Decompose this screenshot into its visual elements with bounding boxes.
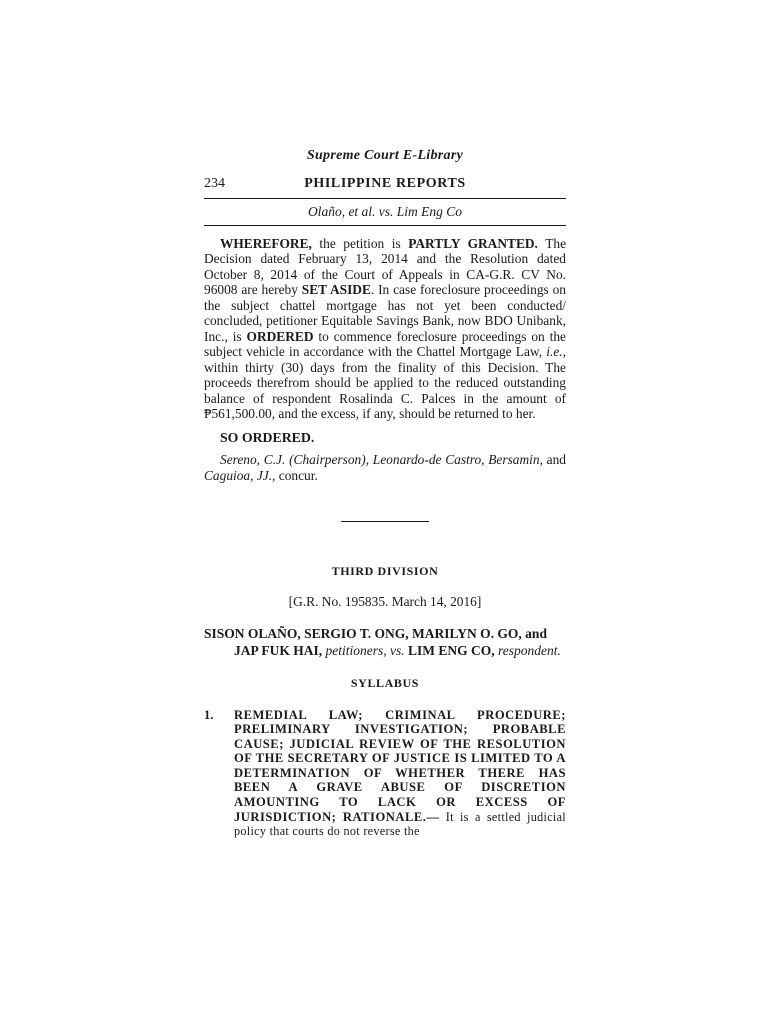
- header-rule: [204, 198, 566, 199]
- syllabus-item: [204, 708, 566, 839]
- page-header: [204, 176, 566, 192]
- case-head: Olaño, et al. vs. Lim Eng Co: [307, 204, 463, 219]
- document-page: [204, 148, 566, 839]
- syllabus-item-text: It is a settled judicial policy that courts do not reverse the: [234, 809, 566, 839]
- case-head-rule: [204, 225, 566, 226]
- division-heading: THIRD DIVISION: [331, 564, 439, 578]
- ordered-text: ORDERED: [246, 328, 314, 344]
- concurrence: Sereno, C.J. (Chairperson), Leonardo-de Castro, Bersamin, and Caguioa, JJ., concur.: [204, 452, 566, 483]
- syllabus-item-number: 1.: [204, 707, 214, 722]
- running-head: PHILIPPINE REPORTS: [304, 175, 466, 191]
- wherefore-text: WHEREFORE,: [220, 235, 312, 251]
- dispositive-paragraph: WHEREFORE, the petition is PARTLY GRANTED. The Decision dated February 13, 2014 and the Resolution dated October 8, 2014 of the Court of Appeals in CA-G.R. CV No. 96008 are hereby SET ASIDE. In case foreclosure proceedings on the subject chattel mortgage has not yet been conducted/ concluded, petitioner Equitable Savings Bank, now BDO Unibank, Inc., is ORDERED to commence foreclosure proceedings on the subject vehicle in accordance with the Chattel Mortgage Law, i.e., within thirty (30) days from the finality of this Decision. The proceeds therefrom should be applied to the reduced outstanding balance of respondent Rosalinda C. Palces in the amount of ₱561,500.00, and the excess, if any, should be returned to her.: [204, 235, 567, 421]
- so-ordered: SO ORDERED.: [220, 429, 315, 445]
- library-title: Supreme Court E-Library: [306, 148, 464, 163]
- set-aside-text: SET ASIDE: [301, 282, 371, 297]
- page-number: 234: [204, 175, 225, 191]
- case-parties: SISON OLAÑO, SERGIO T. ONG, MARILYN O. GO, and JAP FUK HAI, petitioners, vs. LIM ENG CO, respondent.: [204, 626, 561, 658]
- gr-number: [G.R. No. 195835. March 14, 2016]: [288, 593, 482, 609]
- syllabus-heading: SYLLABUS: [350, 676, 420, 690]
- section-divider: [341, 521, 429, 522]
- ie-text: i.e.,: [546, 344, 566, 359]
- syllabus-item-heading: REMEDIAL LAW; CRIMINAL PROCEDURE; PRELIMINARY INVESTIGATION; PROBABLE CAUSE; JUDICIAL REVIEW OF THE RESOLUTION OF THE SECRETARY OF JUSTICE IS LIMITED TO A DETERMINATION OF WHETHER THERE HAS BEEN A GRAVE ABUSE OF DISCRETION AMOUNTING TO LACK OR EXCESS OF JURISDICTION; RATIONALE.—: [234, 707, 566, 824]
- syllabus-item-body: [234, 708, 566, 839]
- partly-granted-text: PARTLY GRANTED.: [408, 235, 538, 251]
